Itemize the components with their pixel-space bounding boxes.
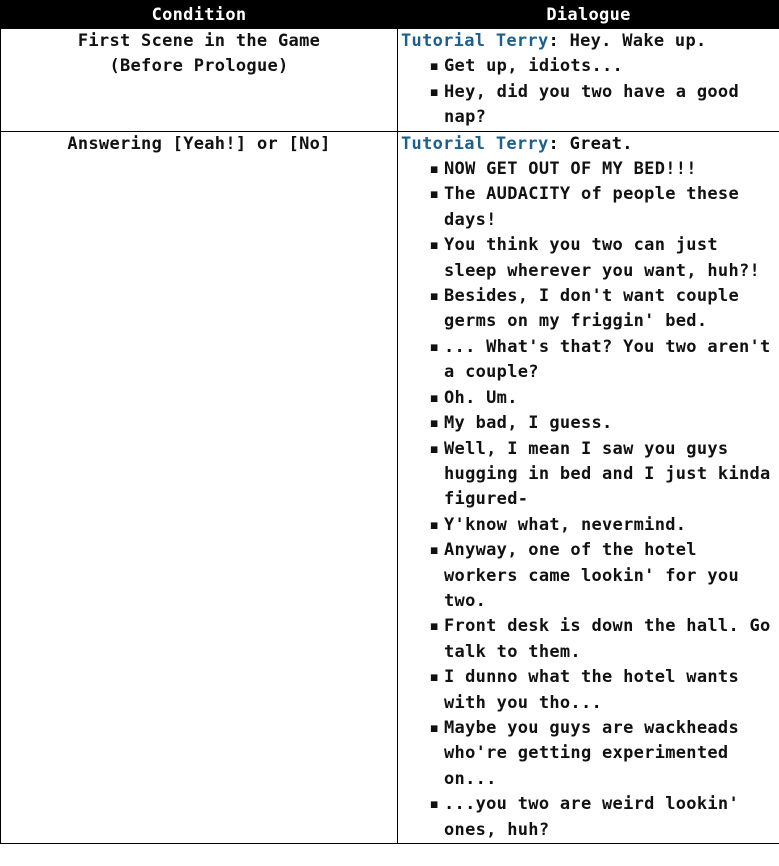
dialogue-line: Besides, I don't want couple germs on my friggin' bed. — [444, 286, 739, 332]
bullet-icon: ▪ — [429, 81, 440, 102]
dialogue-line: Get up, idiots... — [444, 56, 624, 77]
dialogue-line: Anyway, one of the hotel workers came lookin' for you two. — [444, 540, 739, 611]
dialogue-line: The AUDACITY of people these days! — [444, 184, 739, 230]
condition-header: Condition — [1, 1, 398, 29]
dialogue-list — [401, 157, 777, 843]
bullet-icon: ▪ — [429, 159, 440, 180]
dialogue-line: Front desk is down the hall. Go talk to them. — [444, 616, 771, 662]
bullet-icon: ▪ — [429, 616, 440, 637]
opening-line: : Hey. Wake up. — [548, 31, 707, 51]
condition-text: (Before Prologue) — [109, 56, 289, 77]
dialogue-line: My bad, I guess. — [444, 413, 613, 434]
dialogue-line: You think you two can just sleep wherever you want, huh?! — [444, 235, 761, 281]
dialogue-line: NOW GET OUT OF MY BED!!! — [444, 159, 697, 180]
dialogue-line: I dunno what the hotel wants with you tho... — [444, 667, 739, 713]
list-item — [427, 716, 777, 792]
bullet-icon: ▪ — [429, 514, 440, 535]
list-item — [427, 80, 777, 131]
dialogue-cell — [398, 29, 779, 132]
speaker-name: Tutorial Terry — [401, 31, 549, 51]
bullet-icon: ▪ — [429, 56, 440, 77]
bullet-icon: ▪ — [429, 438, 440, 459]
speaker-line — [401, 29, 777, 54]
dialogue-line: Maybe you guys are wackheads who're getting experimented on... — [444, 717, 739, 789]
condition-cell — [1, 29, 398, 132]
list-item — [427, 538, 777, 614]
condition-cell — [1, 131, 398, 843]
table-header-row — [1, 1, 779, 29]
table-row — [1, 131, 779, 843]
list-item — [427, 665, 777, 716]
list-item — [427, 335, 777, 386]
dialogue-line: Oh. Um. — [444, 387, 518, 408]
bullet-icon: ▪ — [429, 413, 440, 434]
bullet-icon: ▪ — [429, 540, 440, 561]
list-item — [427, 513, 777, 538]
dialogue-line: Y'know what, nevermind. — [444, 514, 687, 535]
condition-text: Answering [Yeah!] or [No] — [67, 133, 331, 154]
bullet-icon: ▪ — [429, 235, 440, 256]
list-item — [427, 614, 777, 665]
table-row — [1, 29, 779, 132]
dialogue-list — [401, 54, 777, 130]
list-item — [427, 157, 777, 182]
dialogue-line: ... What's that? You two aren't a couple? — [444, 336, 771, 383]
dialogue-header: Dialogue — [398, 1, 779, 29]
list-item — [427, 792, 777, 843]
dialogue-line: Well, I mean I saw you guys hugging in bed and I just kinda figured- — [444, 438, 771, 510]
bullet-icon: ▪ — [429, 336, 440, 357]
list-item — [427, 233, 777, 284]
bullet-icon: ▪ — [429, 667, 440, 688]
speaker-line — [401, 132, 777, 157]
dialogue-cell — [398, 131, 779, 843]
dialogue-line: Hey, did you two have a good nap? — [444, 81, 739, 128]
condition-text: First Scene in the Game — [77, 31, 321, 51]
opening-line: : Great. — [548, 133, 633, 154]
list-item — [427, 284, 777, 335]
speaker-name: Tutorial Terry — [401, 133, 549, 154]
list-item — [427, 182, 777, 233]
list-item — [427, 411, 777, 436]
bullet-icon: ▪ — [429, 794, 440, 815]
dialogue-line: ...you two are weird lookin' ones, huh? — [444, 794, 739, 840]
list-item — [427, 386, 777, 411]
bullet-icon: ▪ — [429, 717, 440, 738]
list-item — [427, 54, 777, 79]
bullet-icon: ▪ — [429, 286, 440, 307]
bullet-icon: ▪ — [429, 184, 440, 205]
bullet-icon: ▪ — [429, 387, 440, 408]
list-item — [427, 437, 777, 513]
